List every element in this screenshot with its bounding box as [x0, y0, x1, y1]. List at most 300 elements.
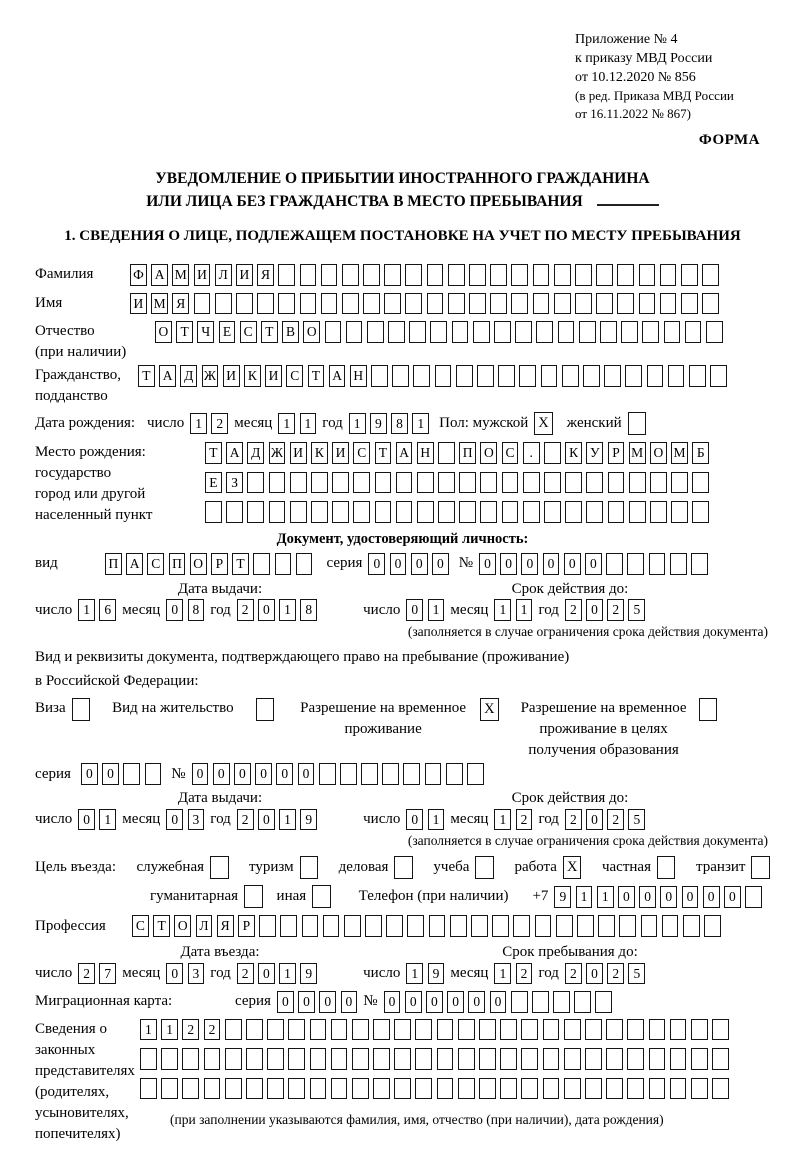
- cell[interactable]: [182, 1048, 199, 1070]
- cell[interactable]: Т: [232, 553, 249, 575]
- cell[interactable]: [575, 264, 592, 286]
- cell[interactable]: [415, 1048, 432, 1070]
- birthplace-row2-input[interactable]: [205, 472, 709, 494]
- cell[interactable]: 0: [298, 991, 315, 1013]
- cell[interactable]: [702, 264, 719, 286]
- cell[interactable]: [331, 1078, 348, 1100]
- cell[interactable]: [342, 293, 359, 315]
- cell[interactable]: Я: [217, 915, 234, 937]
- cell[interactable]: [564, 1019, 581, 1041]
- cell[interactable]: 0: [682, 886, 699, 908]
- cell[interactable]: [691, 553, 708, 575]
- cell[interactable]: 1: [279, 599, 296, 621]
- cell[interactable]: [267, 1078, 284, 1100]
- cell[interactable]: 0: [543, 553, 560, 575]
- cell[interactable]: [500, 1019, 517, 1041]
- cell[interactable]: [649, 553, 666, 575]
- cell[interactable]: И: [194, 264, 211, 286]
- cell[interactable]: [585, 1048, 602, 1070]
- cell[interactable]: [541, 365, 558, 387]
- cell[interactable]: 2: [182, 1019, 199, 1041]
- cell[interactable]: [375, 501, 392, 523]
- cell[interactable]: [140, 1078, 157, 1100]
- cell[interactable]: 5: [628, 809, 645, 831]
- surname-input[interactable]: [130, 264, 719, 286]
- cell[interactable]: [396, 501, 413, 523]
- cell[interactable]: 1: [428, 599, 445, 621]
- cell[interactable]: Т: [205, 442, 222, 464]
- cell[interactable]: [253, 553, 270, 575]
- cell[interactable]: [502, 501, 519, 523]
- cell[interactable]: [642, 321, 659, 343]
- cell[interactable]: [543, 1048, 560, 1070]
- cell[interactable]: Т: [176, 321, 193, 343]
- cell[interactable]: 0: [586, 963, 603, 985]
- cell[interactable]: 0: [521, 553, 538, 575]
- cell[interactable]: Ф: [130, 264, 147, 286]
- stay-month-input[interactable]: [494, 963, 532, 985]
- cell[interactable]: [577, 915, 594, 937]
- cell[interactable]: [311, 501, 328, 523]
- representatives-row1-input[interactable]: [140, 1019, 729, 1041]
- cell[interactable]: [321, 293, 338, 315]
- cell[interactable]: [606, 553, 623, 575]
- cell[interactable]: [544, 501, 561, 523]
- residence-issue-year-input[interactable]: [237, 809, 317, 831]
- cell[interactable]: [392, 365, 409, 387]
- cell[interactable]: [226, 501, 243, 523]
- cell[interactable]: 0: [277, 991, 294, 1013]
- cell[interactable]: [194, 293, 211, 315]
- cell[interactable]: [332, 472, 349, 494]
- cell[interactable]: [469, 264, 486, 286]
- cell[interactable]: [565, 501, 582, 523]
- cell[interactable]: [425, 763, 442, 785]
- cell[interactable]: .: [523, 442, 540, 464]
- cell[interactable]: И: [223, 365, 240, 387]
- cell[interactable]: [384, 293, 401, 315]
- sex-female-checkbox[interactable]: [628, 412, 647, 435]
- cell[interactable]: 0: [411, 553, 428, 575]
- representatives-row2-input[interactable]: [140, 1048, 729, 1070]
- cell[interactable]: [438, 501, 455, 523]
- cell[interactable]: [342, 264, 359, 286]
- cell[interactable]: Р: [608, 442, 625, 464]
- cell[interactable]: [311, 472, 328, 494]
- cell[interactable]: [544, 442, 561, 464]
- cell[interactable]: А: [126, 553, 143, 575]
- cell[interactable]: Я: [172, 293, 189, 315]
- cell[interactable]: [500, 1078, 517, 1100]
- cell[interactable]: Т: [261, 321, 278, 343]
- cell[interactable]: [325, 321, 342, 343]
- cell[interactable]: [702, 293, 719, 315]
- cell[interactable]: [712, 1048, 729, 1070]
- temp-permit-checkbox[interactable]: X: [480, 698, 499, 721]
- cell[interactable]: [365, 915, 382, 937]
- cell[interactable]: 2: [607, 809, 624, 831]
- cell[interactable]: [310, 1078, 327, 1100]
- cell[interactable]: Ж: [269, 442, 286, 464]
- identity-expiry-month-input[interactable]: [494, 599, 532, 621]
- cell[interactable]: 2: [516, 809, 533, 831]
- cell[interactable]: [280, 915, 297, 937]
- cell[interactable]: 1: [349, 413, 366, 435]
- cell[interactable]: И: [265, 365, 282, 387]
- cell[interactable]: 0: [258, 963, 275, 985]
- cell[interactable]: [650, 472, 667, 494]
- cell[interactable]: [511, 264, 528, 286]
- cell[interactable]: [331, 1048, 348, 1070]
- cell[interactable]: Л: [215, 264, 232, 286]
- cell[interactable]: [608, 501, 625, 523]
- purpose-official-checkbox[interactable]: [210, 856, 229, 879]
- purpose-transit-checkbox[interactable]: [751, 856, 770, 879]
- cell[interactable]: [394, 1048, 411, 1070]
- cell[interactable]: А: [159, 365, 176, 387]
- phone-input[interactable]: [554, 886, 761, 908]
- cell[interactable]: 0: [213, 763, 230, 785]
- cell[interactable]: 0: [78, 809, 95, 831]
- cell[interactable]: 1: [161, 1019, 178, 1041]
- identity-issue-year-input[interactable]: [237, 599, 317, 621]
- cell[interactable]: 0: [500, 553, 517, 575]
- purpose-business-checkbox[interactable]: [394, 856, 413, 879]
- birthplace-row1-input[interactable]: [205, 442, 709, 464]
- birthplace-row3-input[interactable]: [205, 501, 709, 523]
- cell[interactable]: [310, 1019, 327, 1041]
- cell[interactable]: С: [132, 915, 149, 937]
- cell[interactable]: 0: [166, 599, 183, 621]
- cell[interactable]: [500, 1048, 517, 1070]
- cell[interactable]: [459, 501, 476, 523]
- cell[interactable]: П: [169, 553, 186, 575]
- cell[interactable]: 2: [516, 963, 533, 985]
- cell[interactable]: С: [240, 321, 257, 343]
- purpose-work-checkbox[interactable]: X: [563, 856, 582, 879]
- cell[interactable]: [689, 365, 706, 387]
- cell[interactable]: [533, 264, 550, 286]
- cell[interactable]: [429, 915, 446, 937]
- cell[interactable]: [585, 1019, 602, 1041]
- cell[interactable]: [691, 1019, 708, 1041]
- cell[interactable]: [246, 1078, 263, 1100]
- cell[interactable]: [415, 1078, 432, 1100]
- cell[interactable]: [660, 293, 677, 315]
- cell[interactable]: 2: [211, 413, 228, 435]
- cell[interactable]: [204, 1078, 221, 1100]
- cell[interactable]: 0: [368, 553, 385, 575]
- cell[interactable]: [480, 501, 497, 523]
- citizenship-input[interactable]: [138, 365, 727, 387]
- sex-male-checkbox[interactable]: X: [534, 412, 553, 435]
- cell[interactable]: [596, 293, 613, 315]
- stay-day-input[interactable]: [406, 963, 444, 985]
- cell[interactable]: [375, 472, 392, 494]
- cell[interactable]: [405, 293, 422, 315]
- cell[interactable]: [604, 365, 621, 387]
- cell[interactable]: [438, 472, 455, 494]
- cell[interactable]: [236, 293, 253, 315]
- cell[interactable]: [427, 264, 444, 286]
- cell[interactable]: 9: [300, 809, 317, 831]
- cell[interactable]: [691, 1078, 708, 1100]
- cell[interactable]: З: [226, 472, 243, 494]
- cell[interactable]: К: [244, 365, 261, 387]
- birth-year-input[interactable]: [349, 413, 429, 435]
- cell[interactable]: 1: [576, 886, 593, 908]
- cell[interactable]: Д: [180, 365, 197, 387]
- residence-issue-month-input[interactable]: [166, 809, 204, 831]
- cell[interactable]: [323, 915, 340, 937]
- cell[interactable]: 0: [258, 599, 275, 621]
- cell[interactable]: [409, 321, 426, 343]
- cell[interactable]: [182, 1078, 199, 1100]
- cell[interactable]: [459, 472, 476, 494]
- cell[interactable]: 0: [406, 599, 423, 621]
- cell[interactable]: [521, 1078, 538, 1100]
- cell[interactable]: [598, 915, 615, 937]
- cell[interactable]: [458, 1019, 475, 1041]
- cell[interactable]: [452, 321, 469, 343]
- cell[interactable]: [521, 1048, 538, 1070]
- representatives-row3-input[interactable]: [140, 1078, 729, 1100]
- cell[interactable]: [498, 365, 515, 387]
- identity-expiry-day-input[interactable]: [406, 599, 444, 621]
- cell[interactable]: [310, 1048, 327, 1070]
- cell[interactable]: 1: [494, 809, 511, 831]
- cell[interactable]: [621, 321, 638, 343]
- cell[interactable]: [532, 991, 549, 1013]
- cell[interactable]: 0: [192, 763, 209, 785]
- cell[interactable]: [435, 365, 452, 387]
- doc-series-input[interactable]: [368, 553, 448, 575]
- cell[interactable]: [641, 915, 658, 937]
- cell[interactable]: 1: [412, 413, 429, 435]
- cell[interactable]: [683, 915, 700, 937]
- cell[interactable]: [403, 763, 420, 785]
- cell[interactable]: [386, 915, 403, 937]
- cell[interactable]: 0: [390, 553, 407, 575]
- cell[interactable]: [558, 321, 575, 343]
- cell[interactable]: 0: [586, 599, 603, 621]
- cell[interactable]: 8: [300, 599, 317, 621]
- cell[interactable]: [278, 264, 295, 286]
- cell[interactable]: [361, 763, 378, 785]
- cell[interactable]: 0: [384, 991, 401, 1013]
- cell[interactable]: [647, 365, 664, 387]
- cell[interactable]: Т: [138, 365, 155, 387]
- cell[interactable]: Т: [308, 365, 325, 387]
- cell[interactable]: [473, 321, 490, 343]
- cell[interactable]: [660, 264, 677, 286]
- cell[interactable]: [275, 553, 292, 575]
- cell[interactable]: [629, 472, 646, 494]
- cell[interactable]: [543, 1019, 560, 1041]
- cell[interactable]: 0: [447, 991, 464, 1013]
- cell[interactable]: [290, 501, 307, 523]
- cell[interactable]: [437, 1078, 454, 1100]
- cell[interactable]: [579, 321, 596, 343]
- cell[interactable]: 2: [607, 963, 624, 985]
- cell[interactable]: [205, 501, 222, 523]
- cell[interactable]: 2: [237, 963, 254, 985]
- purpose-study-checkbox[interactable]: [475, 856, 494, 879]
- cell[interactable]: [617, 264, 634, 286]
- residence-expiry-year-input[interactable]: [565, 809, 645, 831]
- cell[interactable]: 0: [639, 886, 656, 908]
- cell[interactable]: Н: [417, 442, 434, 464]
- cell[interactable]: [319, 763, 336, 785]
- cell[interactable]: 2: [204, 1019, 221, 1041]
- cell[interactable]: [467, 763, 484, 785]
- cell[interactable]: [288, 1019, 305, 1041]
- cell[interactable]: М: [151, 293, 168, 315]
- birth-day-input[interactable]: [190, 413, 228, 435]
- visa-checkbox[interactable]: [72, 698, 91, 721]
- patronymic-input[interactable]: [155, 321, 723, 343]
- cell[interactable]: [469, 293, 486, 315]
- cell[interactable]: Л: [196, 915, 213, 937]
- cell[interactable]: [427, 293, 444, 315]
- cell[interactable]: А: [151, 264, 168, 286]
- cell[interactable]: [681, 264, 698, 286]
- cell[interactable]: [161, 1078, 178, 1100]
- cell[interactable]: [331, 1019, 348, 1041]
- residence-issue-day-input[interactable]: [78, 809, 116, 831]
- residence-series-input[interactable]: [81, 763, 161, 785]
- cell[interactable]: [710, 365, 727, 387]
- cell[interactable]: [415, 1019, 432, 1041]
- cell[interactable]: Е: [205, 472, 222, 494]
- cell[interactable]: [627, 1019, 644, 1041]
- cell[interactable]: 0: [406, 809, 423, 831]
- cell[interactable]: [340, 763, 357, 785]
- cell[interactable]: [556, 915, 573, 937]
- cell[interactable]: [479, 1048, 496, 1070]
- cell[interactable]: 0: [586, 809, 603, 831]
- cell[interactable]: [352, 1019, 369, 1041]
- cell[interactable]: [456, 365, 473, 387]
- cell[interactable]: 0: [102, 763, 119, 785]
- cell[interactable]: И: [290, 442, 307, 464]
- cell[interactable]: [479, 1019, 496, 1041]
- cell[interactable]: [259, 915, 276, 937]
- cell[interactable]: [617, 293, 634, 315]
- cell[interactable]: [471, 915, 488, 937]
- cell[interactable]: [437, 1019, 454, 1041]
- cell[interactable]: 3: [188, 963, 205, 985]
- cell[interactable]: С: [147, 553, 164, 575]
- entry-day-input[interactable]: [78, 963, 116, 985]
- cell[interactable]: [685, 321, 702, 343]
- cell[interactable]: [321, 264, 338, 286]
- cell[interactable]: О: [190, 553, 207, 575]
- cell[interactable]: [600, 321, 617, 343]
- cell[interactable]: [446, 763, 463, 785]
- cell[interactable]: Н: [350, 365, 367, 387]
- cell[interactable]: [405, 264, 422, 286]
- cell[interactable]: 1: [494, 599, 511, 621]
- residence-number-input[interactable]: [192, 763, 484, 785]
- cell[interactable]: 0: [618, 886, 635, 908]
- cell[interactable]: [246, 1019, 263, 1041]
- cell[interactable]: И: [236, 264, 253, 286]
- cell[interactable]: [649, 1019, 666, 1041]
- cell[interactable]: [480, 472, 497, 494]
- cell[interactable]: [477, 365, 494, 387]
- cell[interactable]: [367, 321, 384, 343]
- cell[interactable]: [562, 365, 579, 387]
- cell[interactable]: [394, 1078, 411, 1100]
- cell[interactable]: К: [565, 442, 582, 464]
- cell[interactable]: 8: [188, 599, 205, 621]
- cell[interactable]: [671, 501, 688, 523]
- cell[interactable]: 0: [703, 886, 720, 908]
- cell[interactable]: [595, 991, 612, 1013]
- cell[interactable]: [145, 763, 162, 785]
- cell[interactable]: 6: [99, 599, 116, 621]
- cell[interactable]: [382, 763, 399, 785]
- cell[interactable]: [536, 321, 553, 343]
- cell[interactable]: 2: [78, 963, 95, 985]
- cell[interactable]: [554, 293, 571, 315]
- cell[interactable]: [417, 472, 434, 494]
- cell[interactable]: П: [105, 553, 122, 575]
- cell[interactable]: [269, 501, 286, 523]
- cell[interactable]: [574, 991, 591, 1013]
- cell[interactable]: 1: [279, 809, 296, 831]
- entry-year-input[interactable]: [237, 963, 317, 985]
- cell[interactable]: [437, 1048, 454, 1070]
- cell[interactable]: [650, 501, 667, 523]
- cell[interactable]: [332, 501, 349, 523]
- cell[interactable]: [706, 321, 723, 343]
- cell[interactable]: [692, 501, 709, 523]
- cell[interactable]: 9: [370, 413, 387, 435]
- cell[interactable]: [479, 1078, 496, 1100]
- cell[interactable]: 0: [660, 886, 677, 908]
- cell[interactable]: 8: [391, 413, 408, 435]
- cell[interactable]: [490, 293, 507, 315]
- cell[interactable]: 0: [468, 991, 485, 1013]
- cell[interactable]: И: [332, 442, 349, 464]
- cell[interactable]: 0: [426, 991, 443, 1013]
- cell[interactable]: [554, 264, 571, 286]
- cell[interactable]: [373, 1078, 390, 1100]
- cell[interactable]: [346, 321, 363, 343]
- cell[interactable]: [363, 264, 380, 286]
- cell[interactable]: [296, 553, 313, 575]
- cell[interactable]: Б: [692, 442, 709, 464]
- cell[interactable]: [492, 915, 509, 937]
- cell[interactable]: [627, 553, 644, 575]
- purpose-other-checkbox[interactable]: [312, 885, 331, 908]
- cell[interactable]: [629, 501, 646, 523]
- cell[interactable]: [511, 293, 528, 315]
- cell[interactable]: [681, 293, 698, 315]
- cell[interactable]: [544, 472, 561, 494]
- identity-expiry-year-input[interactable]: [565, 599, 645, 621]
- cell[interactable]: [407, 915, 424, 937]
- firstname-input[interactable]: [130, 293, 719, 315]
- birth-month-input[interactable]: [278, 413, 316, 435]
- cell[interactable]: 0: [81, 763, 98, 785]
- cell[interactable]: [712, 1078, 729, 1100]
- cell[interactable]: 1: [406, 963, 423, 985]
- cell[interactable]: [300, 264, 317, 286]
- cell[interactable]: [450, 915, 467, 937]
